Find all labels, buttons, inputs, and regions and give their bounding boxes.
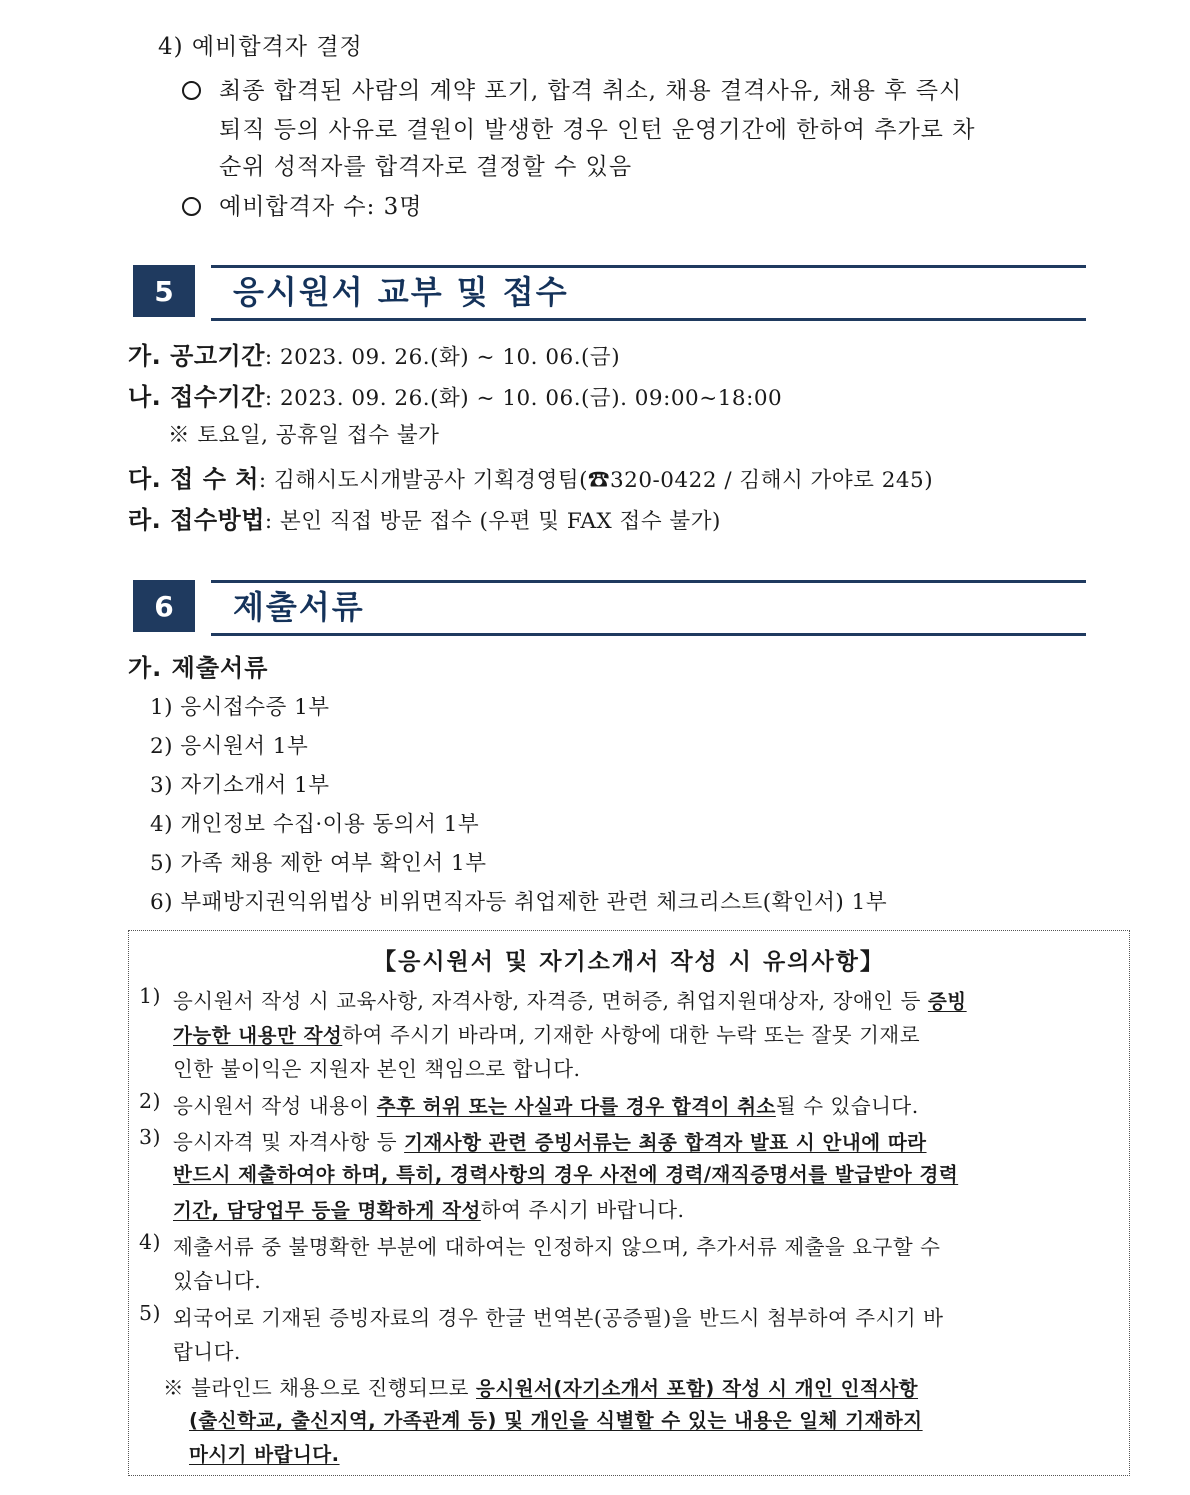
section-number: 5 <box>133 265 195 317</box>
list-item: 3) 자기소개서 1부 <box>150 773 330 798</box>
info-row <box>128 336 620 371</box>
info-label: 가. 공고기간 <box>128 342 265 370</box>
notice-item-number: 5) <box>139 1301 162 1325</box>
list-item-cont: 퇴직 등의 사유로 결원이 발생한 경우 인턴 운영기간에 한하여 추가로 차 <box>219 117 976 143</box>
section-title: 제출서류 <box>233 588 365 626</box>
section-title: 응시원서 교부 및 접수 <box>233 273 569 311</box>
info-label: 다. 접 수 처 <box>128 465 259 493</box>
info-value: : 2023. 09. 26.(화) ~ 10. 06.(금). 09:00~18:00 <box>264 386 783 411</box>
notice-item-line: 응시자격 및 자격사항 등 기재사항 관련 증빙서류는 최종 합격자 발표 시 안내에 따라 <box>173 1130 927 1154</box>
list-item: 6) 부패방지권익위법상 비위면직자등 취업제한 관련 체크리스트(확인서) 1부 <box>150 890 888 915</box>
circle-bullet-icon <box>182 81 201 100</box>
info-label: 나. 접수기간 <box>128 383 265 411</box>
notice-box <box>128 930 1130 1476</box>
divider <box>211 265 1086 268</box>
notice-title: 【응시원서 및 자기소개서 작성 시 유의사항】 <box>373 949 885 975</box>
notice-item-line: 외국어로 기재된 증빙자료의 경우 한글 번역본(공증필)을 반드시 첨부하여 주시기 바 <box>173 1306 944 1330</box>
circle-bullet-icon <box>182 197 201 216</box>
divider <box>211 318 1086 321</box>
list-item: 5) 가족 채용 제한 여부 확인서 1부 <box>150 851 487 876</box>
info-label: 라. 접수방법 <box>128 506 265 534</box>
divider <box>211 633 1086 636</box>
notice-item-number: 4) <box>139 1230 162 1254</box>
notice-item-number: 3) <box>139 1125 162 1149</box>
notice-item-line: 기간, 담당업무 등을 명확하게 작성하여 주시기 바랍니다. <box>173 1198 685 1222</box>
notice-reference-line: 마시기 바랍니다. <box>189 1443 340 1466</box>
list-item: 2) 응시원서 1부 <box>150 734 309 759</box>
subsection-heading: 가. 제출서류 <box>128 654 269 682</box>
list-item-cont: 순위 성적자를 합격자로 결정할 수 있음 <box>219 154 633 180</box>
notice-item-line: 가능한 내용만 작성하여 주시기 바라며, 기재한 사항에 대한 누락 또는 잘못 기재로 <box>173 1023 921 1047</box>
notice-item-line: 제출서류 중 불명확한 부분에 대하여는 인정하지 않으며, 추가서류 제출을 요구할 수 <box>173 1235 941 1259</box>
section-number: 6 <box>133 580 195 632</box>
notice-item-line: 있습니다. <box>173 1269 262 1293</box>
list-item: 4) 개인정보 수집·이용 동의서 1부 <box>150 812 480 837</box>
list-item: 1) 응시접수증 1부 <box>150 695 330 720</box>
notice-item-line: 응시원서 작성 내용이 추후 허위 또는 사실과 다를 경우 합격이 취소될 수 있습니다. <box>173 1094 919 1118</box>
section-header-5 <box>133 265 1086 323</box>
info-row <box>128 377 782 412</box>
list-item: 최종 합격된 사람의 계약 포기, 합격 취소, 채용 결격사유, 채용 후 즉시 <box>182 72 962 105</box>
info-row <box>128 500 721 535</box>
notice-item-number: 1) <box>139 984 162 1008</box>
info-value: : 김해시도시개발공사 기획경영팀(☎320-0422 / 김해시 가야로 245) <box>258 468 934 493</box>
notice-item-line: 반드시 제출하여야 하며, 특히, 경력사항의 경우 사전에 경력/재직증명서를 발급받아 경력 <box>173 1163 959 1186</box>
info-value: : 2023. 09. 26.(화) ~ 10. 06.(금) <box>264 345 621 370</box>
section-header-6 <box>133 580 1086 638</box>
divider <box>211 580 1086 583</box>
info-row <box>128 459 933 494</box>
notice-item-line: 랍니다. <box>173 1340 241 1364</box>
info-note: ※ 토요일, 공휴일 접수 불가 <box>168 423 440 448</box>
notice-item-line: 인한 불이익은 지원자 본인 책임으로 합니다. <box>173 1057 581 1081</box>
info-value: : 본인 직접 방문 접수 (우편 및 FAX 접수 불가) <box>264 509 721 534</box>
notice-item-line: 응시원서 작성 시 교육사항, 자격사항, 자격증, 면허증, 취업지원대상자, 장애인 등 증빙 <box>173 989 967 1013</box>
notice-reference-line: (출신학교, 출신지역, 가족관계 등) 및 개인을 식별할 수 있는 내용은 일체 기재하지 <box>189 1409 923 1432</box>
notice-item-number: 2) <box>139 1089 162 1113</box>
list-item: 예비합격자 수: 3명 <box>182 188 423 221</box>
notice-reference-line: ※ 블라인드 채용으로 진행되므로 응시원서(자기소개서 포함) 작성 시 개인 인적사항 <box>163 1376 919 1400</box>
subsection-heading: 4) 예비합격자 결정 <box>158 34 363 60</box>
